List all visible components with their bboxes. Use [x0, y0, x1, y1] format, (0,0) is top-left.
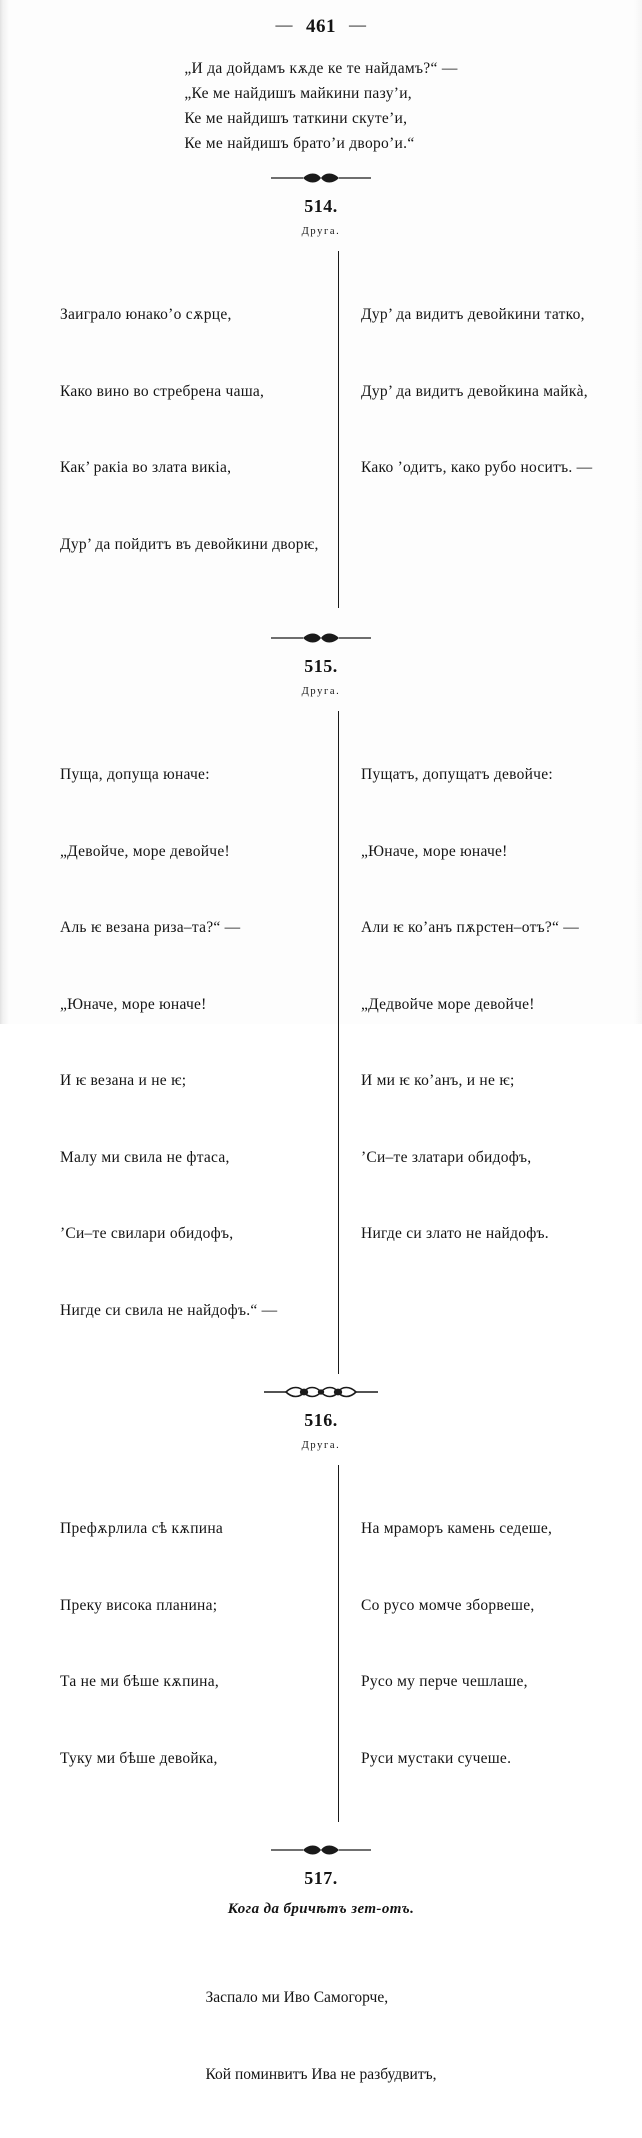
- section-number-514: 514.: [304, 196, 338, 216]
- verse-line: Дур’ да пойдитъ въ девойкини дворѥ,: [60, 535, 319, 553]
- section-515-left-column: [60, 711, 338, 1374]
- verse-line: Как’ ракіа во злата викіа,: [60, 459, 232, 476]
- verse-line: Ке ме найдишъ таткини скуте’и,: [184, 110, 408, 127]
- verse-line: Дур’ да видитъ девойкина майкà,: [361, 382, 588, 400]
- verse-line: Ке ме найдишъ брато’и дворо’и.“: [184, 135, 415, 152]
- section-number-515: 515.: [304, 656, 338, 676]
- page-number-header: [0, 0, 642, 38]
- verse-line: „Юначе, море юначе!: [361, 842, 508, 860]
- verse-line: „Ке ме найдишъ майкини пазу’и,: [184, 85, 412, 102]
- verse-line: Аль ѥ везана риза–та?“ —: [60, 919, 241, 936]
- section-515-right-column: [339, 711, 622, 1298]
- section-514-columns: [0, 251, 642, 608]
- simple-knot-ornament: [0, 1842, 642, 1858]
- opening-stanza: [0, 56, 642, 156]
- section-515-columns: [0, 711, 642, 1374]
- section-516-right-column: [339, 1465, 622, 1822]
- section-517-verses: [0, 1934, 642, 2138]
- verse-line: Дур’ да видитъ девойкини татко,: [361, 306, 585, 323]
- verse-line: Со русо момче зборвеше,: [361, 1596, 535, 1614]
- verse-line: Заспало ми Иво Самогорче,: [205, 1989, 389, 2006]
- section-subtitle-515: Друга.: [301, 686, 341, 697]
- verse-line: Префѫрлила сѣ кѫпина: [60, 1520, 224, 1537]
- verse-line: Преку висока планина;: [60, 1596, 218, 1614]
- verse-line: Како ’одитъ, како рубо носитъ. —: [361, 459, 593, 476]
- section-516-columns: [0, 1465, 642, 1822]
- section-514-left-column: [60, 251, 338, 608]
- verse-line: ’Си–те златари обидофъ,: [361, 1148, 532, 1166]
- page-number-dash-right: —: [349, 15, 367, 34]
- section-516-left-column: [60, 1465, 338, 1822]
- section-subtitle-516: Друга.: [301, 1440, 341, 1451]
- section-514-right-column: [339, 251, 622, 532]
- verse-line: Малу ми свила не фтаса,: [60, 1148, 230, 1166]
- simple-knot-ornament: [0, 170, 642, 186]
- verse-line: И ми ѥ ко’анъ, и не ѥ;: [361, 1072, 515, 1089]
- page-number-dash-left: —: [275, 15, 293, 34]
- section-number-517: 517.: [304, 1868, 338, 1888]
- verse-line: Пущатъ, допущатъ девойче:: [361, 766, 553, 783]
- section-517-title: Кога да бричѣтъ зет-отъ.: [227, 1901, 415, 1917]
- section-number-516: 516.: [304, 1410, 338, 1430]
- verse-line: „И да дойдамъ кѫде ке те найдамъ?“ —: [184, 60, 458, 77]
- verse-line: Русо му перче чешлаше,: [361, 1673, 528, 1690]
- verse-line: Руси мустаки сучеше.: [361, 1749, 512, 1767]
- page-number: 461: [306, 16, 336, 37]
- verse-line: Пуща, допуща юначе:: [60, 766, 210, 783]
- verse-line: Али ѥ ко’анъ пѫрстен–отъ?“ —: [361, 919, 579, 936]
- verse-line: ’Си–те свилари обидофъ,: [60, 1225, 234, 1242]
- verse-line: „Девойче, море девойче!: [60, 842, 230, 860]
- simple-knot-ornament: [0, 630, 642, 646]
- braided-knot-ornament: [0, 1384, 642, 1400]
- section-subtitle-514: Друга.: [301, 226, 341, 237]
- verse-line: Како вино во стребрена чаша,: [60, 382, 265, 400]
- verse-line: Та не ми бѣше кѫпина,: [60, 1673, 219, 1690]
- verse-line: И ѥ везана и не ѥ;: [60, 1072, 187, 1089]
- verse-line: Кой поминвитъ Ива не разбудвитъ,: [205, 2065, 437, 2083]
- verse-line: Туку ми бѣше девойка,: [60, 1749, 218, 1767]
- verse-line: Нигде си свила не найдофъ.“ —: [60, 1301, 278, 1319]
- verse-line: „Дедвойче море девойче!: [361, 995, 535, 1013]
- verse-line: На мраморъ камень седеше,: [361, 1520, 553, 1537]
- verse-line: „Юначе, море юначе!: [60, 995, 207, 1013]
- verse-line: Нигде си злато не найдофъ.: [361, 1225, 549, 1242]
- verse-line: Заиграло юнако’о сѫрце,: [60, 306, 232, 323]
